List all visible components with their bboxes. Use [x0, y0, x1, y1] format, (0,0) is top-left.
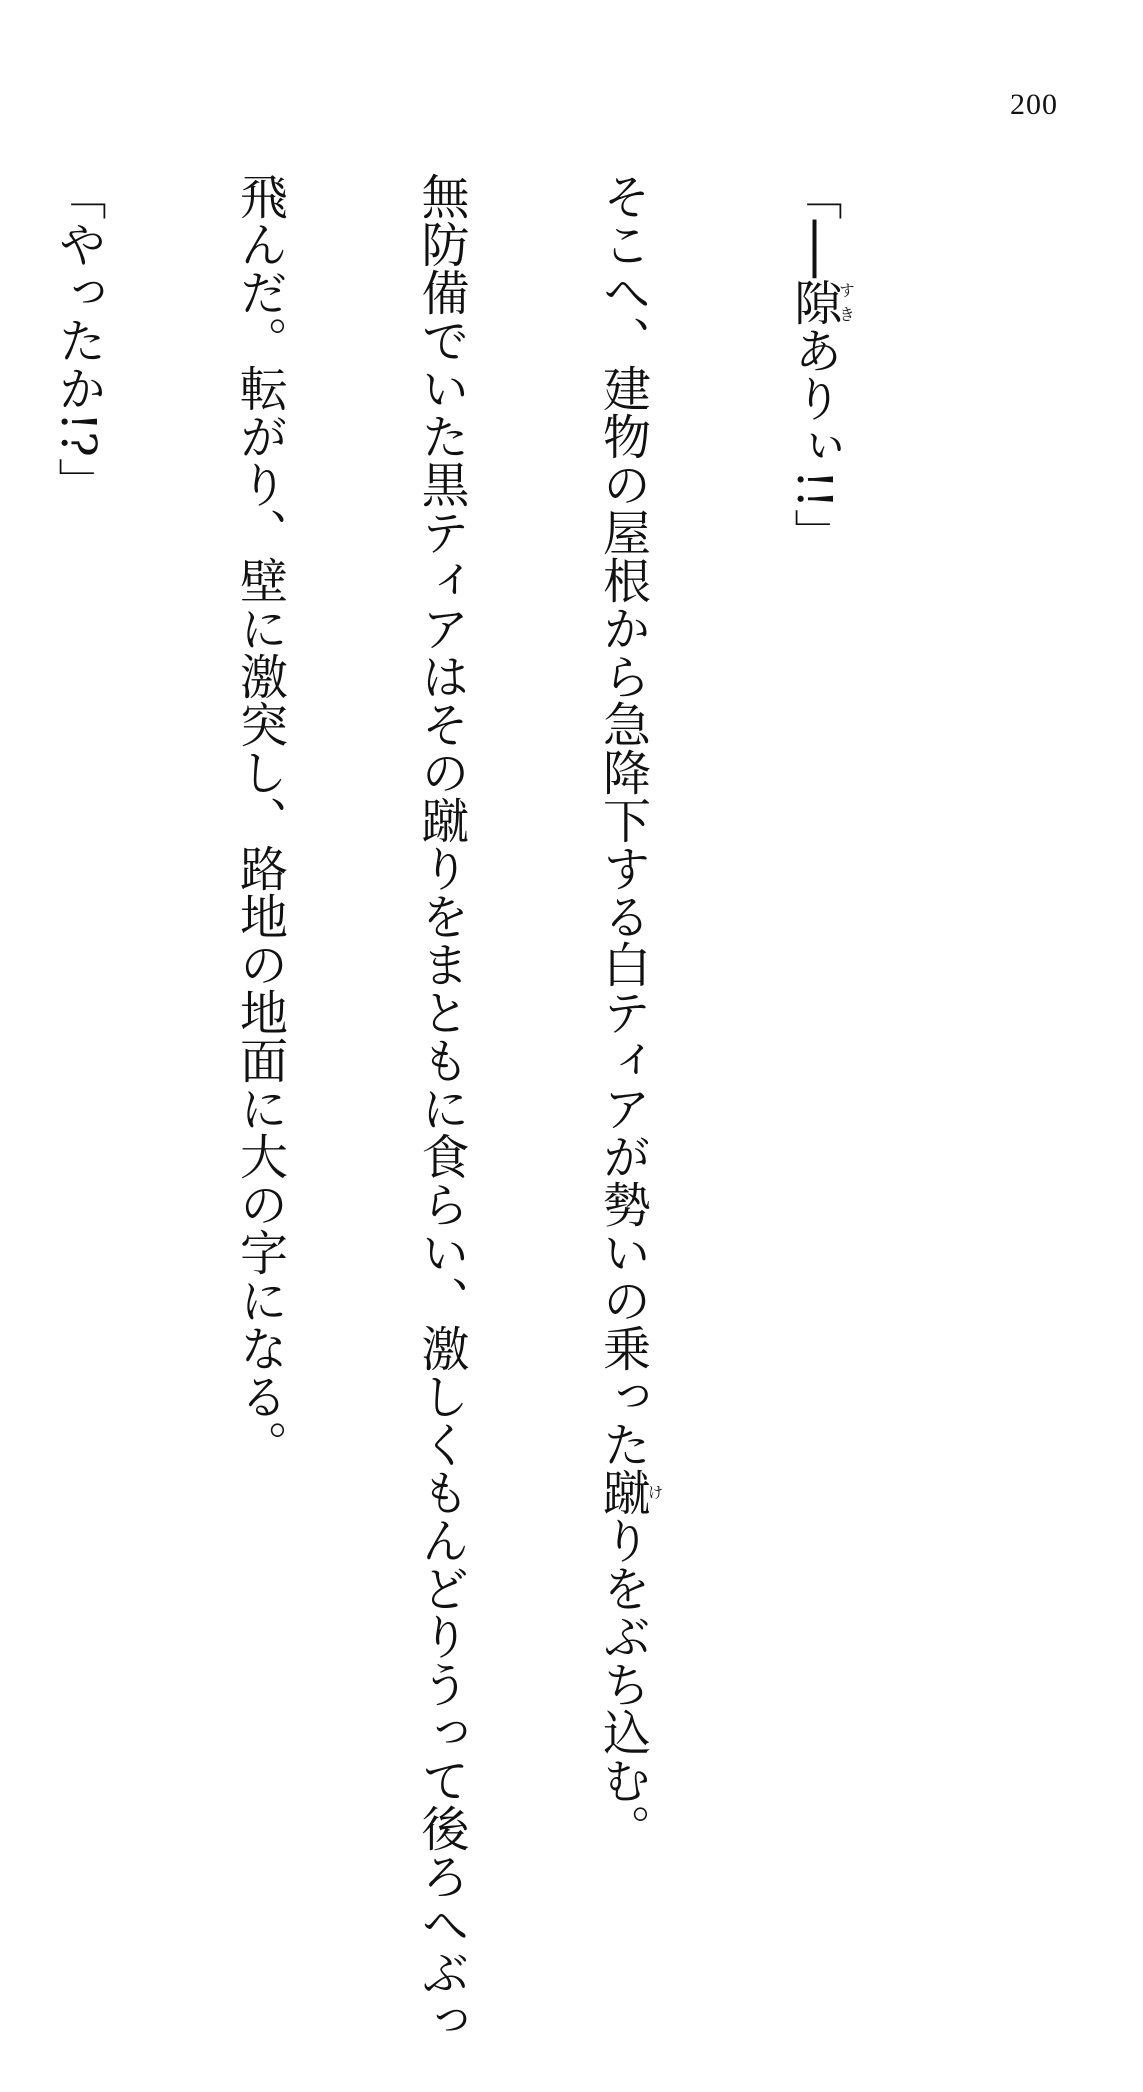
page-number: 200 [1010, 88, 1058, 121]
text-line: 無防備でいた黒ティアはその蹴りをまともに食らい、激しくもんどりうって後ろへぶっ [413, 172, 469, 2044]
furigana-reading: け [645, 1468, 664, 1516]
furigana: 隙すき [786, 277, 856, 326]
novel-text-column-block [0, 172, 975, 2044]
text-line: 「──隙すきありぃ!!」 [786, 172, 856, 557]
text-line: 飛んだ。転がり、壁に激突し、路地の地面に大の字になる。 [231, 172, 288, 1468]
furigana: 蹴け [594, 1468, 664, 1516]
text-line: 「やったか!?」 [50, 172, 106, 506]
text-line: そこへ、建物の屋根から急降下する白ティアが勢いの乗った蹴けりをぶち込む。 [594, 172, 664, 1852]
furigana-reading: すき [836, 277, 856, 326]
